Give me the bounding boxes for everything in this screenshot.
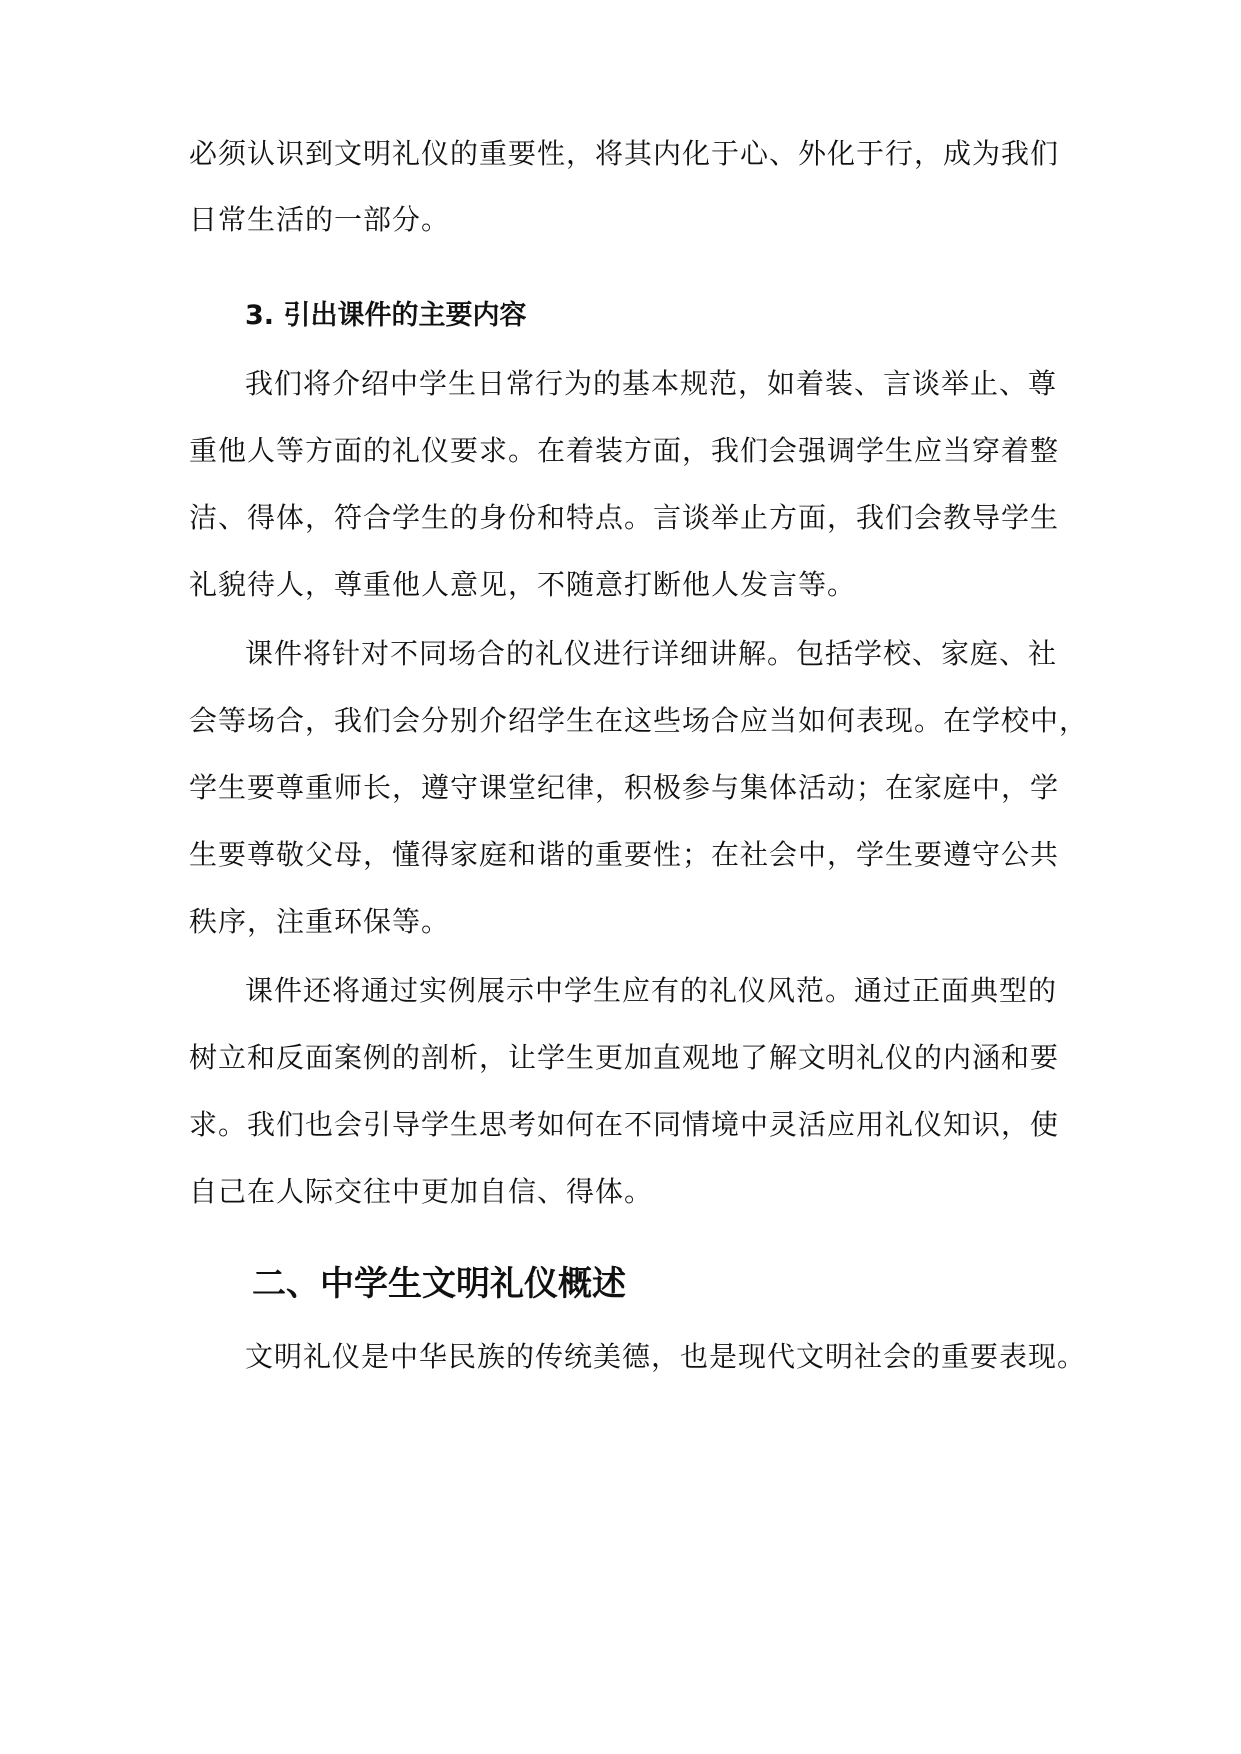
paragraph-line: 会等场合，我们会分别介绍学生在这些场合应当如何表现。在学校中， <box>189 704 1089 737</box>
section-2-heading: 二、中学生文明礼仪概述 <box>252 1264 626 1304</box>
paragraph-line: 学生要尊重师长，遵守课堂纪律，积极参与集体活动；在家庭中，学 <box>189 771 1060 804</box>
paragraph-line: 自己在人际交往中更加自信、得体。 <box>189 1175 654 1208</box>
paragraph-line: 生要尊敬父母，懂得家庭和谐的重要性；在社会中，学生要遵守公共 <box>189 838 1060 871</box>
paragraph-line: 文明礼仪是中华民族的传统美德，也是现代文明社会的重要表现。 <box>245 1340 1087 1373</box>
paragraph-line: 日常生活的一部分。 <box>189 203 451 236</box>
section-3-heading: 3. 引出课件的主要内容 <box>245 300 527 331</box>
paragraph-line: 树立和反面案例的剖析，让学生更加直观地了解文明礼仪的内涵和要 <box>189 1041 1060 1074</box>
paragraph-line: 洁、得体，符合学生的身份和特点。言谈举止方面，我们会教导学生 <box>189 501 1060 534</box>
paragraph-line: 求。我们也会引导学生思考如何在不同情境中灵活应用礼仪知识，使 <box>189 1108 1060 1141</box>
paragraph-line: 重他人等方面的礼仪要求。在着装方面，我们会强调学生应当穿着整 <box>189 434 1060 467</box>
paragraph-line: 秩序，注重环保等。 <box>189 905 451 938</box>
paragraph-line: 课件将针对不同场合的礼仪进行详细讲解。包括学校、家庭、社 <box>245 637 1058 670</box>
paragraph-line: 必须认识到文明礼仪的重要性，将其内化于心、外化于行，成为我们 <box>189 137 1060 170</box>
paragraph-line: 课件还将通过实例展示中学生应有的礼仪风范。通过正面典型的 <box>245 974 1058 1007</box>
paragraph-line: 礼貌待人，尊重他人意见，不随意打断他人发言等。 <box>189 568 857 601</box>
paragraph-line: 我们将介绍中学生日常行为的基本规范，如着装、言谈举止、尊 <box>245 367 1058 400</box>
